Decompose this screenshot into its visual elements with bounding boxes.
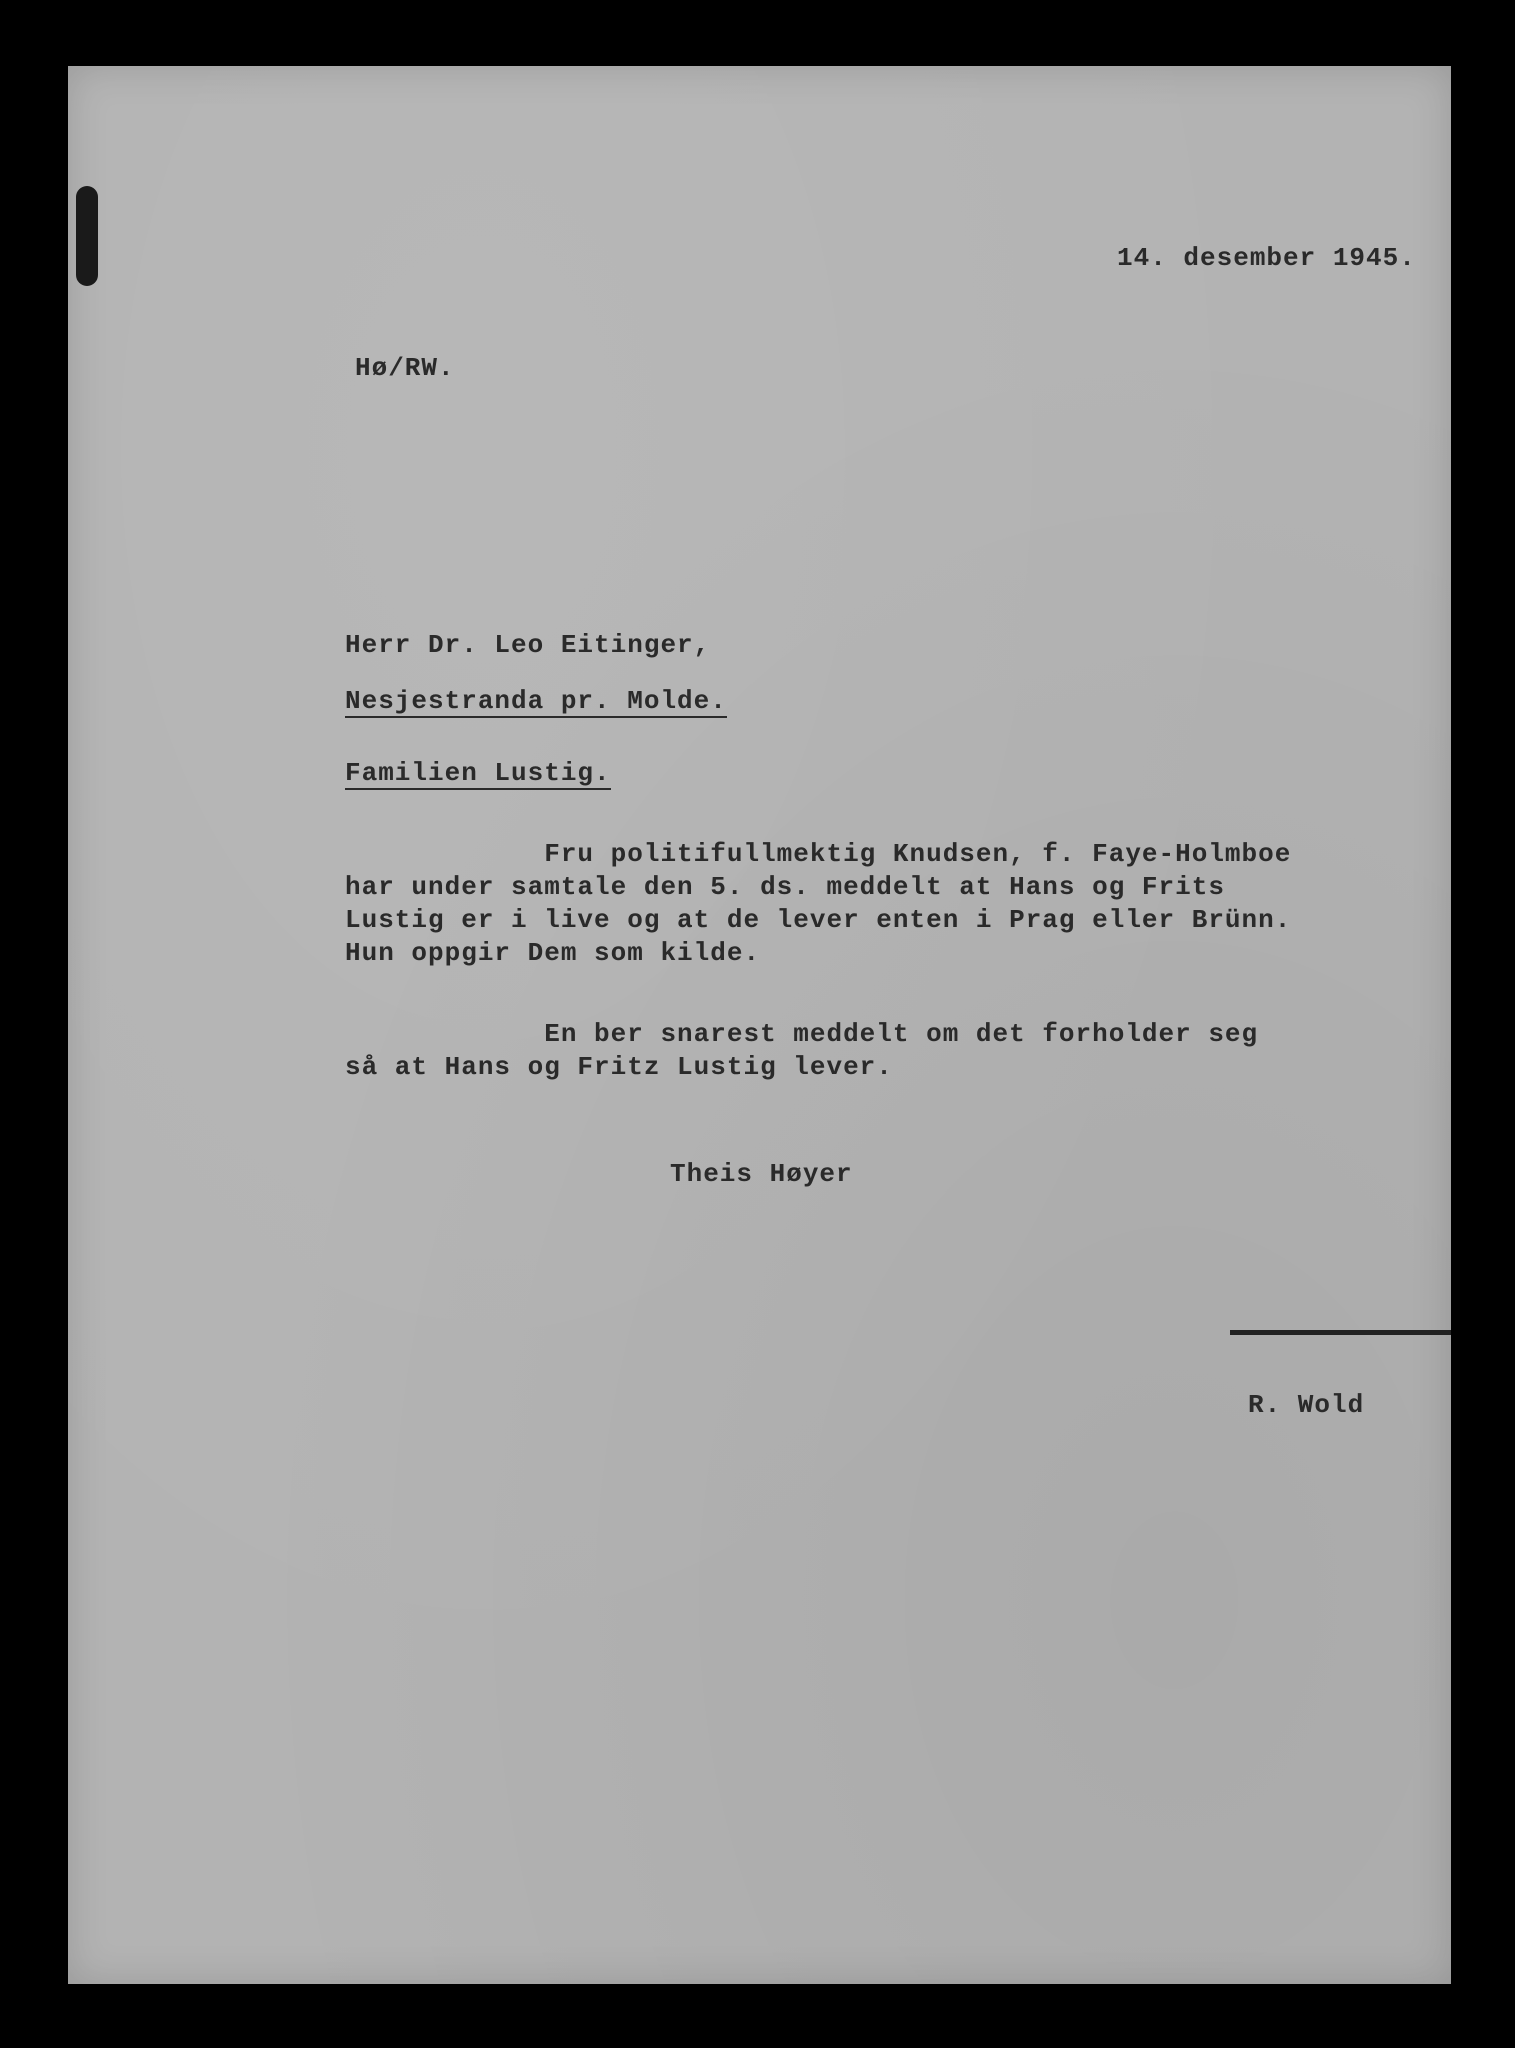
body-paragraph-2: En ber snarest meddelt om det forholder seg så at Hans og Fritz Lustig lever. [345,1019,1259,1082]
reference-code: Hø/RW. [355,353,455,383]
recipient-address: Nesjestranda pr. Molde. [345,686,727,716]
body-paragraph-1: Fru politifullmektig Knudsen, f. Faye-Holmboe har under samtale den 5. ds. meddelt at Hans og Frits Lustig er i live og at de lever enten i Prag eller Brünn. Hun oppgir Dem som kilde. [345,839,1292,968]
punch-hole [76,186,98,286]
letter-subject: Familien Lustig. [345,758,611,788]
signature-name: Theis Høyer [670,1159,853,1189]
recipient-name: Herr Dr. Leo Eitinger, [345,630,711,660]
secondary-signature: R. Wold [1248,1390,1365,1420]
letter-date: 14. desember 1945. [1117,243,1416,273]
signature-line [1230,1330,1451,1335]
